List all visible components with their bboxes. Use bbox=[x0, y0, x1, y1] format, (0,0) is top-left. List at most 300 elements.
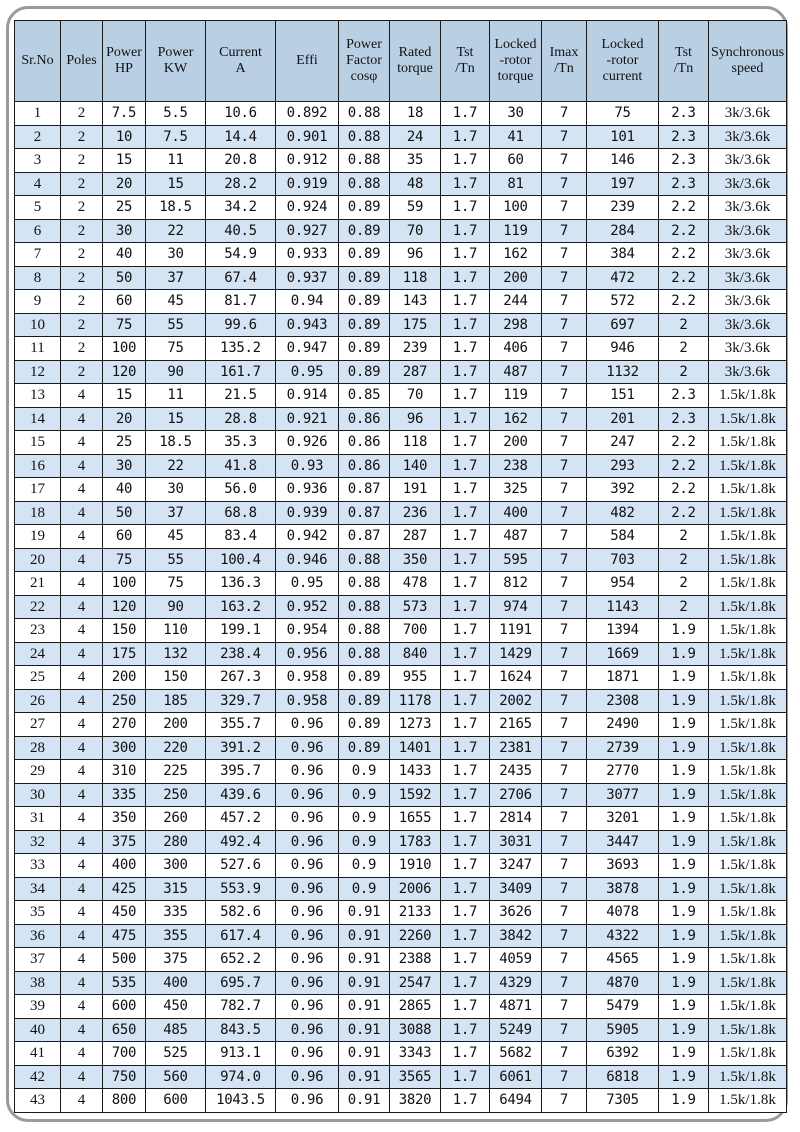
table-cell: 3447 bbox=[587, 830, 659, 854]
table-cell: 395.7 bbox=[206, 760, 276, 784]
table-cell: 2.3 bbox=[659, 149, 709, 173]
table-cell: 325 bbox=[490, 478, 542, 502]
column-header-line: /Tn bbox=[554, 61, 574, 76]
table-cell: 0.91 bbox=[339, 924, 390, 948]
column-header-line: Tst bbox=[675, 45, 692, 60]
table-cell: 185 bbox=[146, 689, 206, 713]
table-cell: 0.9 bbox=[339, 760, 390, 784]
table-cell: 18 bbox=[15, 501, 61, 525]
column-header-line: /Tn bbox=[673, 61, 694, 76]
table-cell: 2 bbox=[659, 572, 709, 596]
table-cell: 0.91 bbox=[339, 1018, 390, 1042]
table-cell: 1.7 bbox=[441, 431, 490, 455]
table-cell: 1.7 bbox=[441, 102, 490, 126]
table-cell: 7 bbox=[542, 877, 587, 901]
table-cell: 2388 bbox=[390, 948, 441, 972]
table-cell: 0.9 bbox=[339, 807, 390, 831]
table-row bbox=[15, 736, 787, 760]
table-cell: 0.88 bbox=[339, 102, 390, 126]
table-cell: 2814 bbox=[490, 807, 542, 831]
table-cell: 200 bbox=[103, 666, 146, 690]
table-cell: 18.5 bbox=[146, 431, 206, 455]
table-cell: 0.954 bbox=[276, 619, 339, 643]
table-cell: 0.937 bbox=[276, 266, 339, 290]
table-cell: 5 bbox=[15, 196, 61, 220]
table-cell: 2 bbox=[659, 595, 709, 619]
table-cell: 7 bbox=[542, 1089, 587, 1113]
table-row bbox=[15, 1089, 787, 1113]
table-cell: 2.2 bbox=[659, 219, 709, 243]
table-cell: 10.6 bbox=[206, 102, 276, 126]
table-cell: 0.94 bbox=[276, 290, 339, 314]
table-row bbox=[15, 1065, 787, 1089]
table-cell: 974.0 bbox=[206, 1065, 276, 1089]
table-cell: 2.2 bbox=[659, 266, 709, 290]
table-cell: 21.5 bbox=[206, 384, 276, 408]
table-cell: 439.6 bbox=[206, 783, 276, 807]
table-cell: 15 bbox=[146, 407, 206, 431]
table-cell: 75 bbox=[103, 313, 146, 337]
table-cell: 162 bbox=[490, 243, 542, 267]
table-row bbox=[15, 266, 787, 290]
column-header bbox=[490, 21, 542, 102]
column-header-line: Synchronous bbox=[710, 45, 785, 60]
table-cell: 287 bbox=[390, 360, 441, 384]
table-cell: 0.96 bbox=[276, 901, 339, 925]
table-cell: 1.9 bbox=[659, 736, 709, 760]
table-cell: 4 bbox=[61, 619, 103, 643]
table-row bbox=[15, 290, 787, 314]
table-cell: 11 bbox=[146, 384, 206, 408]
table-cell: 298 bbox=[490, 313, 542, 337]
table-cell: 2.2 bbox=[659, 501, 709, 525]
table-row bbox=[15, 407, 787, 431]
table-cell: 4 bbox=[61, 1089, 103, 1113]
column-header bbox=[390, 21, 441, 102]
table-cell: 3k/3.6k bbox=[709, 149, 787, 173]
table-cell: 40.5 bbox=[206, 219, 276, 243]
table-cell: 7 bbox=[542, 360, 587, 384]
table-cell: 2 bbox=[61, 290, 103, 314]
table-cell: 1.7 bbox=[441, 1089, 490, 1113]
table-cell: 0.88 bbox=[339, 595, 390, 619]
table-cell: 617.4 bbox=[206, 924, 276, 948]
table-cell: 0.96 bbox=[276, 1065, 339, 1089]
table-cell: 4 bbox=[61, 595, 103, 619]
table-cell: 0.96 bbox=[276, 807, 339, 831]
table-cell: 1.5k/1.8k bbox=[709, 478, 787, 502]
table-cell: 1.9 bbox=[659, 619, 709, 643]
table-cell: 30 bbox=[146, 243, 206, 267]
table-cell: 4 bbox=[61, 384, 103, 408]
table-cell: 4 bbox=[61, 642, 103, 666]
table-cell: 101 bbox=[587, 125, 659, 149]
table-cell: 7 bbox=[542, 854, 587, 878]
table-cell: 6494 bbox=[490, 1089, 542, 1113]
table-row bbox=[15, 995, 787, 1019]
column-header-line: speed bbox=[731, 61, 764, 76]
table-row bbox=[15, 713, 787, 737]
column-header-line: Locked bbox=[601, 37, 644, 52]
table-cell: 48 bbox=[390, 172, 441, 196]
column-header bbox=[146, 21, 206, 102]
table-cell: 335 bbox=[146, 901, 206, 925]
table-cell: 350 bbox=[103, 807, 146, 831]
table-cell: 0.926 bbox=[276, 431, 339, 455]
table-cell: 247 bbox=[587, 431, 659, 455]
table-cell: 1.7 bbox=[441, 995, 490, 1019]
table-cell: 4 bbox=[61, 407, 103, 431]
table-cell: 45 bbox=[146, 290, 206, 314]
table-cell: 4329 bbox=[490, 971, 542, 995]
table-cell: 3842 bbox=[490, 924, 542, 948]
column-header-line: cosφ bbox=[350, 69, 378, 84]
table-row bbox=[15, 149, 787, 173]
table-cell: 4870 bbox=[587, 971, 659, 995]
table-cell: 7 bbox=[542, 807, 587, 831]
table-cell: 7 bbox=[542, 501, 587, 525]
table-cell: 0.85 bbox=[339, 384, 390, 408]
table-cell: 1.5k/1.8k bbox=[709, 407, 787, 431]
table-cell: 2435 bbox=[490, 760, 542, 784]
table-cell: 35.3 bbox=[206, 431, 276, 455]
table-cell: 83.4 bbox=[206, 525, 276, 549]
table-cell: 0.95 bbox=[276, 360, 339, 384]
table-cell: 1.5k/1.8k bbox=[709, 384, 787, 408]
table-cell: 0.9 bbox=[339, 877, 390, 901]
table-cell: 31 bbox=[15, 807, 61, 831]
table-cell: 1.9 bbox=[659, 924, 709, 948]
column-header bbox=[276, 21, 339, 102]
table-row bbox=[15, 337, 787, 361]
table-cell: 0.9 bbox=[339, 830, 390, 854]
table-cell: 1.7 bbox=[441, 971, 490, 995]
table-cell: 7 bbox=[542, 102, 587, 126]
table-cell: 4565 bbox=[587, 948, 659, 972]
table-cell: 244 bbox=[490, 290, 542, 314]
table-cell: 15 bbox=[103, 149, 146, 173]
table-cell: 2 bbox=[659, 337, 709, 361]
table-cell: 1.7 bbox=[441, 595, 490, 619]
table-cell: 239 bbox=[390, 337, 441, 361]
table-cell: 0.89 bbox=[339, 219, 390, 243]
table-cell: 0.95 bbox=[276, 572, 339, 596]
table-cell: 0.89 bbox=[339, 666, 390, 690]
table-row bbox=[15, 854, 787, 878]
column-header bbox=[61, 21, 103, 102]
table-cell: 0.912 bbox=[276, 149, 339, 173]
table-cell: 400 bbox=[146, 971, 206, 995]
table-cell: 40 bbox=[103, 243, 146, 267]
table-cell: 1.5k/1.8k bbox=[709, 901, 787, 925]
table-cell: 1043.5 bbox=[206, 1089, 276, 1113]
table-cell: 1.7 bbox=[441, 243, 490, 267]
table-row bbox=[15, 760, 787, 784]
table-cell: 4 bbox=[61, 431, 103, 455]
table-cell: 0.91 bbox=[339, 901, 390, 925]
table-cell: 1.5k/1.8k bbox=[709, 1018, 787, 1042]
table-cell: 35 bbox=[390, 149, 441, 173]
table-cell: 132 bbox=[146, 642, 206, 666]
table-cell: 3693 bbox=[587, 854, 659, 878]
table-cell: 2 bbox=[61, 172, 103, 196]
table-cell: 7 bbox=[542, 149, 587, 173]
table-cell: 0.88 bbox=[339, 642, 390, 666]
table-cell: 100 bbox=[490, 196, 542, 220]
table-cell: 0.9 bbox=[339, 783, 390, 807]
table-cell: 90 bbox=[146, 360, 206, 384]
table-cell: 913.1 bbox=[206, 1042, 276, 1066]
table-cell: 1.7 bbox=[441, 807, 490, 831]
table-cell: 3k/3.6k bbox=[709, 243, 787, 267]
table-cell: 0.89 bbox=[339, 689, 390, 713]
column-header-line: current bbox=[602, 69, 643, 84]
table-cell: 553.9 bbox=[206, 877, 276, 901]
table-cell: 0.919 bbox=[276, 172, 339, 196]
table-row bbox=[15, 525, 787, 549]
table-cell: 110 bbox=[146, 619, 206, 643]
table-cell: 450 bbox=[146, 995, 206, 1019]
table-cell: 315 bbox=[146, 877, 206, 901]
table-cell: 812 bbox=[490, 572, 542, 596]
table-cell: 191 bbox=[390, 478, 441, 502]
table-cell: 34 bbox=[15, 877, 61, 901]
table-cell: 96 bbox=[390, 407, 441, 431]
table-cell: 4 bbox=[61, 689, 103, 713]
column-header bbox=[441, 21, 490, 102]
table-cell: 2260 bbox=[390, 924, 441, 948]
table-cell: 30 bbox=[103, 454, 146, 478]
table-cell: 1.7 bbox=[441, 783, 490, 807]
table-cell: 1.5k/1.8k bbox=[709, 619, 787, 643]
table-cell: 40 bbox=[15, 1018, 61, 1042]
table-cell: 572 bbox=[587, 290, 659, 314]
table-cell: 81 bbox=[490, 172, 542, 196]
table-cell: 1.7 bbox=[441, 407, 490, 431]
table-cell: 60 bbox=[103, 525, 146, 549]
table-cell: 1.7 bbox=[441, 149, 490, 173]
table-cell: 1910 bbox=[390, 854, 441, 878]
table-cell: 100.4 bbox=[206, 548, 276, 572]
table-cell: 3k/3.6k bbox=[709, 219, 787, 243]
table-cell: 199.1 bbox=[206, 619, 276, 643]
table-cell: 1.9 bbox=[659, 1018, 709, 1042]
table-cell: 7 bbox=[542, 337, 587, 361]
table-cell: 238.4 bbox=[206, 642, 276, 666]
table-cell: 0.96 bbox=[276, 783, 339, 807]
table-cell: 1178 bbox=[390, 689, 441, 713]
table-cell: 60 bbox=[490, 149, 542, 173]
table-cell: 239 bbox=[587, 196, 659, 220]
table-row bbox=[15, 313, 787, 337]
table-cell: 0.936 bbox=[276, 478, 339, 502]
table-cell: 2547 bbox=[390, 971, 441, 995]
table-cell: 2.2 bbox=[659, 243, 709, 267]
column-header-line: -rotor bbox=[499, 53, 532, 68]
table-cell: 27 bbox=[15, 713, 61, 737]
table-cell: 1.5k/1.8k bbox=[709, 689, 787, 713]
table-cell: 1669 bbox=[587, 642, 659, 666]
table-row bbox=[15, 360, 787, 384]
table-cell: 1.5k/1.8k bbox=[709, 877, 787, 901]
table-cell: 0.89 bbox=[339, 266, 390, 290]
table-cell: 425 bbox=[103, 877, 146, 901]
table-cell: 1.5k/1.8k bbox=[709, 736, 787, 760]
table-cell: 3409 bbox=[490, 877, 542, 901]
table-cell: 1.7 bbox=[441, 384, 490, 408]
table-cell: 1624 bbox=[490, 666, 542, 690]
table-cell: 1.9 bbox=[659, 1042, 709, 1066]
table-cell: 1.7 bbox=[441, 266, 490, 290]
column-header-line: Power bbox=[106, 45, 142, 60]
table-cell: 7 bbox=[542, 219, 587, 243]
table-cell: 1143 bbox=[587, 595, 659, 619]
table-cell: 1.7 bbox=[441, 830, 490, 854]
table-cell: 1.5k/1.8k bbox=[709, 666, 787, 690]
table-cell: 1132 bbox=[587, 360, 659, 384]
table-cell: 287 bbox=[390, 525, 441, 549]
table-cell: 7 bbox=[542, 266, 587, 290]
table-cell: 535 bbox=[103, 971, 146, 995]
table-cell: 30 bbox=[490, 102, 542, 126]
table-cell: 0.86 bbox=[339, 407, 390, 431]
column-header-line: Power bbox=[346, 37, 382, 52]
table-cell: 335 bbox=[103, 783, 146, 807]
table-cell: 140 bbox=[390, 454, 441, 478]
table-cell: 391.2 bbox=[206, 736, 276, 760]
table-cell: 4 bbox=[61, 478, 103, 502]
table-cell: 7 bbox=[542, 384, 587, 408]
table-cell: 300 bbox=[146, 854, 206, 878]
table-cell: 5479 bbox=[587, 995, 659, 1019]
table-cell: 1.5k/1.8k bbox=[709, 713, 787, 737]
table-cell: 1394 bbox=[587, 619, 659, 643]
table-cell: 3343 bbox=[390, 1042, 441, 1066]
table-cell: 68.8 bbox=[206, 501, 276, 525]
table-cell: 478 bbox=[390, 572, 441, 596]
table-cell: 0.96 bbox=[276, 736, 339, 760]
table-cell: 450 bbox=[103, 901, 146, 925]
table-cell: 0.958 bbox=[276, 666, 339, 690]
table-cell: 974 bbox=[490, 595, 542, 619]
table-cell: 4 bbox=[61, 736, 103, 760]
table-cell: 1.5k/1.8k bbox=[709, 1065, 787, 1089]
table-row bbox=[15, 501, 787, 525]
table-cell: 4322 bbox=[587, 924, 659, 948]
table-cell: 3k/3.6k bbox=[709, 196, 787, 220]
table-cell: 15 bbox=[146, 172, 206, 196]
table-cell: 96 bbox=[390, 243, 441, 267]
table-cell: 0.939 bbox=[276, 501, 339, 525]
table-cell: 3201 bbox=[587, 807, 659, 831]
table-cell: 4 bbox=[61, 454, 103, 478]
table-cell: 0.96 bbox=[276, 995, 339, 1019]
table-cell: 2 bbox=[61, 313, 103, 337]
column-header-line: KW bbox=[163, 61, 188, 76]
table-cell: 0.96 bbox=[276, 1089, 339, 1113]
table-row bbox=[15, 548, 787, 572]
table-cell: 3k/3.6k bbox=[709, 337, 787, 361]
table-row bbox=[15, 172, 787, 196]
table-cell: 329.7 bbox=[206, 689, 276, 713]
table-cell: 954 bbox=[587, 572, 659, 596]
column-header bbox=[339, 21, 390, 102]
table-cell: 1.7 bbox=[441, 1065, 490, 1089]
table-cell: 0.924 bbox=[276, 196, 339, 220]
table-cell: 1.9 bbox=[659, 877, 709, 901]
table-cell: 220 bbox=[146, 736, 206, 760]
table-cell: 0.88 bbox=[339, 548, 390, 572]
table-cell: 6 bbox=[15, 219, 61, 243]
table-cell: 525 bbox=[146, 1042, 206, 1066]
table-cell: 0.89 bbox=[339, 290, 390, 314]
table-cell: 7 bbox=[542, 1065, 587, 1089]
column-header bbox=[103, 21, 146, 102]
table-cell: 300 bbox=[103, 736, 146, 760]
table-cell: 0.943 bbox=[276, 313, 339, 337]
table-cell: 7 bbox=[542, 431, 587, 455]
table-cell: 1.5k/1.8k bbox=[709, 854, 787, 878]
table-cell: 4 bbox=[61, 948, 103, 972]
table-cell: 0.88 bbox=[339, 172, 390, 196]
column-header-line: torque bbox=[497, 69, 534, 84]
column-header bbox=[587, 21, 659, 102]
table-cell: 0.91 bbox=[339, 948, 390, 972]
table-cell: 0.96 bbox=[276, 854, 339, 878]
table-cell: 700 bbox=[103, 1042, 146, 1066]
table-cell: 7 bbox=[542, 290, 587, 314]
table-cell: 0.89 bbox=[339, 196, 390, 220]
table-cell: 1.9 bbox=[659, 971, 709, 995]
table-cell: 35 bbox=[15, 901, 61, 925]
table-cell: 1.7 bbox=[441, 360, 490, 384]
table-cell: 1.7 bbox=[441, 689, 490, 713]
table-cell: 1.5k/1.8k bbox=[709, 1089, 787, 1113]
table-cell: 2 bbox=[61, 196, 103, 220]
table-cell: 7 bbox=[542, 971, 587, 995]
table-row bbox=[15, 689, 787, 713]
table-cell: 7 bbox=[542, 948, 587, 972]
table-cell: 7 bbox=[542, 901, 587, 925]
table-row bbox=[15, 877, 787, 901]
table-cell: 1.5k/1.8k bbox=[709, 572, 787, 596]
table-cell: 67.4 bbox=[206, 266, 276, 290]
table-cell: 0.96 bbox=[276, 948, 339, 972]
table-cell: 4 bbox=[61, 501, 103, 525]
table-header-row bbox=[15, 21, 787, 102]
table-cell: 26 bbox=[15, 689, 61, 713]
table-cell: 1.5k/1.8k bbox=[709, 830, 787, 854]
table-cell: 400 bbox=[490, 501, 542, 525]
table-cell: 1.9 bbox=[659, 995, 709, 1019]
table-cell: 1.9 bbox=[659, 713, 709, 737]
table-cell: 5682 bbox=[490, 1042, 542, 1066]
table-cell: 695.7 bbox=[206, 971, 276, 995]
table-cell: 3077 bbox=[587, 783, 659, 807]
table-cell: 10 bbox=[103, 125, 146, 149]
table-cell: 0.86 bbox=[339, 431, 390, 455]
table-cell: 600 bbox=[146, 1089, 206, 1113]
table-cell: 17 bbox=[15, 478, 61, 502]
table-cell: 30 bbox=[103, 219, 146, 243]
table-cell: 7 bbox=[542, 736, 587, 760]
table-cell: 487 bbox=[490, 525, 542, 549]
table-cell: 120 bbox=[103, 360, 146, 384]
table-cell: 1.9 bbox=[659, 830, 709, 854]
table-cell: 225 bbox=[146, 760, 206, 784]
table-cell: 5249 bbox=[490, 1018, 542, 1042]
column-header-line: Imax bbox=[549, 45, 579, 60]
